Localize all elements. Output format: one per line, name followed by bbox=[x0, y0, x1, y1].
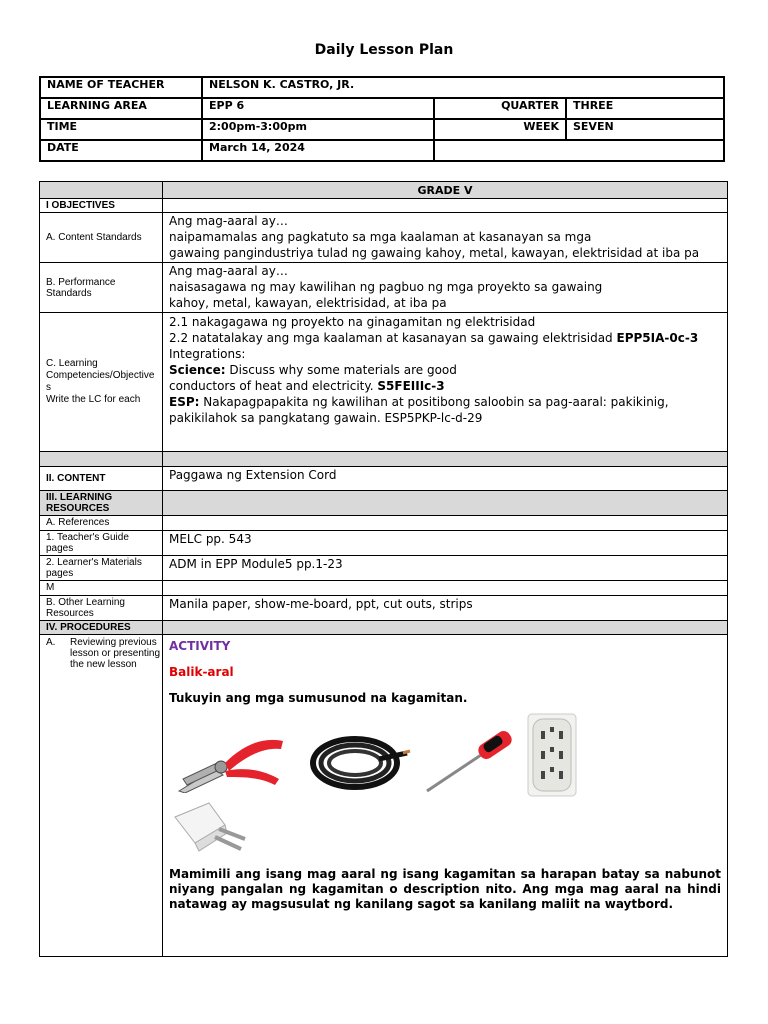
lc-line-2-wrap bbox=[169, 330, 721, 346]
performance-line-3: kahoy, metal, kawayan, elektrisidad, at iba pa bbox=[169, 296, 447, 310]
lc-label-3: Write the LC for each bbox=[46, 394, 141, 405]
page-title: Daily Lesson Plan bbox=[314, 42, 454, 58]
week-value: SEVEN bbox=[566, 119, 724, 140]
lesson-table bbox=[39, 181, 728, 957]
date-value: March 14, 2024 bbox=[202, 140, 434, 161]
esp-text-2: pakikilahok sa pangkatang gawain. ESP5PKP-lc-d-29 bbox=[169, 411, 483, 425]
learning-competencies-cell bbox=[163, 313, 728, 452]
plug-icon bbox=[173, 799, 255, 855]
science-code: S5FEIIIc-3 bbox=[377, 379, 445, 393]
quarter-label: QUARTER bbox=[434, 98, 566, 119]
time-label: TIME bbox=[40, 119, 202, 140]
integrations: Integrations: bbox=[169, 347, 246, 361]
outlet-icon bbox=[527, 713, 577, 797]
esp-label: ESP: bbox=[169, 395, 200, 409]
performance-standards-cell bbox=[163, 263, 728, 313]
teachers-guide-label: 1. Teacher's Guide pages bbox=[40, 531, 163, 556]
content-value: Paggawa ng Extension Cord bbox=[163, 467, 728, 491]
content-line-1: Ang mag-aaral ay… bbox=[169, 214, 288, 228]
grey-spacer bbox=[40, 452, 163, 467]
area-label: LEARNING AREA bbox=[40, 98, 202, 119]
blank-cell bbox=[163, 581, 728, 596]
science-label: Science: bbox=[169, 363, 226, 377]
science-line bbox=[169, 362, 721, 378]
date-label: DATE bbox=[40, 140, 202, 161]
screwdriver-icon bbox=[421, 729, 517, 795]
time-value: 2:00pm-3:00pm bbox=[202, 119, 434, 140]
blank-cell bbox=[163, 199, 728, 213]
content-standards-label: A. Content Standards bbox=[40, 213, 163, 263]
balik-aral-heading: Balik-aral bbox=[169, 665, 234, 679]
week-label: WEEK bbox=[434, 119, 566, 140]
lc-code: EPP5IA-0c-3 bbox=[616, 331, 699, 345]
teacher-label: NAME OF TEACHER bbox=[40, 77, 202, 98]
procedure-a-label: Reviewing previous lesson or presenting the new lesson bbox=[70, 637, 161, 670]
other-resources-value: Manila paper, show-me-board, ppt, cut outs, strips bbox=[163, 596, 728, 621]
lc-label-1: C. Learning Competencies/Objective bbox=[46, 358, 155, 381]
objectives-heading: I OBJECTIVES bbox=[40, 199, 163, 213]
m-label: M bbox=[40, 581, 163, 596]
instruction-text: Tukuyin ang mga sumusunod na kagamitan. bbox=[169, 691, 468, 705]
content-line-2: naipamamalas ang pagkatuto sa mga kaalaman at kasanayan sa mga bbox=[169, 230, 592, 244]
learning-competencies-label bbox=[40, 313, 163, 452]
teacher-value: NELSON K. CASTRO, JR. bbox=[202, 77, 724, 98]
esp-line bbox=[169, 394, 721, 410]
science-text-2: conductors of heat and electricity. bbox=[169, 379, 374, 393]
empty-cell bbox=[434, 140, 724, 161]
lc-label-2: s bbox=[46, 382, 51, 393]
performance-standards-label: B. Performance Standards bbox=[40, 263, 163, 313]
esp-text: Nakapagpapakita ng kawilihan at positibong saloobin sa pag-aaral: pakikinig, bbox=[199, 395, 669, 409]
other-resources-label: B. Other Learning Resources bbox=[40, 596, 163, 621]
resources-heading: III. LEARNING RESOURCES bbox=[40, 491, 163, 516]
blank-cell bbox=[163, 516, 728, 531]
procedure-a-label-cell bbox=[40, 635, 163, 957]
lc-line-2: 2.2 natatalakay ang mga kaalaman at kasanayan sa gawaing elektrisidad bbox=[169, 331, 613, 345]
science-line-2 bbox=[169, 378, 721, 394]
procedure-a-cell bbox=[163, 635, 728, 957]
area-value: EPP 6 bbox=[202, 98, 434, 119]
grey-spacer bbox=[163, 491, 728, 516]
grade-corner bbox=[40, 182, 163, 199]
activity-heading: ACTIVITY bbox=[169, 639, 231, 653]
teachers-guide-value: MELC pp. 543 bbox=[163, 531, 728, 556]
grey-spacer bbox=[163, 452, 728, 467]
references-label: A. References bbox=[40, 516, 163, 531]
performance-line-2: naisasagawa ng may kawilihan ng pagbuo ng mga proyekto sa gawaing bbox=[169, 280, 603, 294]
lc-line-1: 2.1 nakagagawa ng proyekto na ginagamitan ng elektrisidad bbox=[169, 315, 536, 329]
content-heading: II. CONTENT bbox=[40, 467, 163, 491]
procedures-heading: IV. PROCEDURES bbox=[40, 621, 163, 635]
learners-materials-value: ADM in EPP Module5 pp.1-23 bbox=[163, 556, 728, 581]
grade-heading: GRADE V bbox=[163, 182, 728, 199]
procedure-a-num: A. bbox=[46, 637, 56, 648]
header-table bbox=[39, 76, 725, 162]
science-text: Discuss why some materials are good bbox=[225, 363, 457, 377]
grey-spacer bbox=[163, 621, 728, 635]
procedure-paragraph: Mamimili ang isang mag aaral ng isang kagamitan sa harapan batay sa nabunot niyang pangalan ng kagamitan o description nito. Ang mga mag aaral na hindi natawag ay magsusulat ng kanilang sagot sa kanilang maliit na waytbord. bbox=[169, 867, 721, 911]
electric-wire-icon bbox=[309, 729, 411, 795]
content-standards-cell bbox=[163, 213, 728, 263]
performance-line-1: Ang mag-aaral ay… bbox=[169, 264, 288, 278]
pliers-icon bbox=[175, 733, 287, 793]
learners-materials-label: 2. Learner's Materials pages bbox=[40, 556, 163, 581]
content-line-3: gawaing pangindustriya tulad ng gawaing kahoy, metal, kawayan, elektrisidad at iba pa bbox=[169, 246, 700, 260]
quarter-value: THREE bbox=[566, 98, 724, 119]
tool-images bbox=[169, 713, 721, 853]
